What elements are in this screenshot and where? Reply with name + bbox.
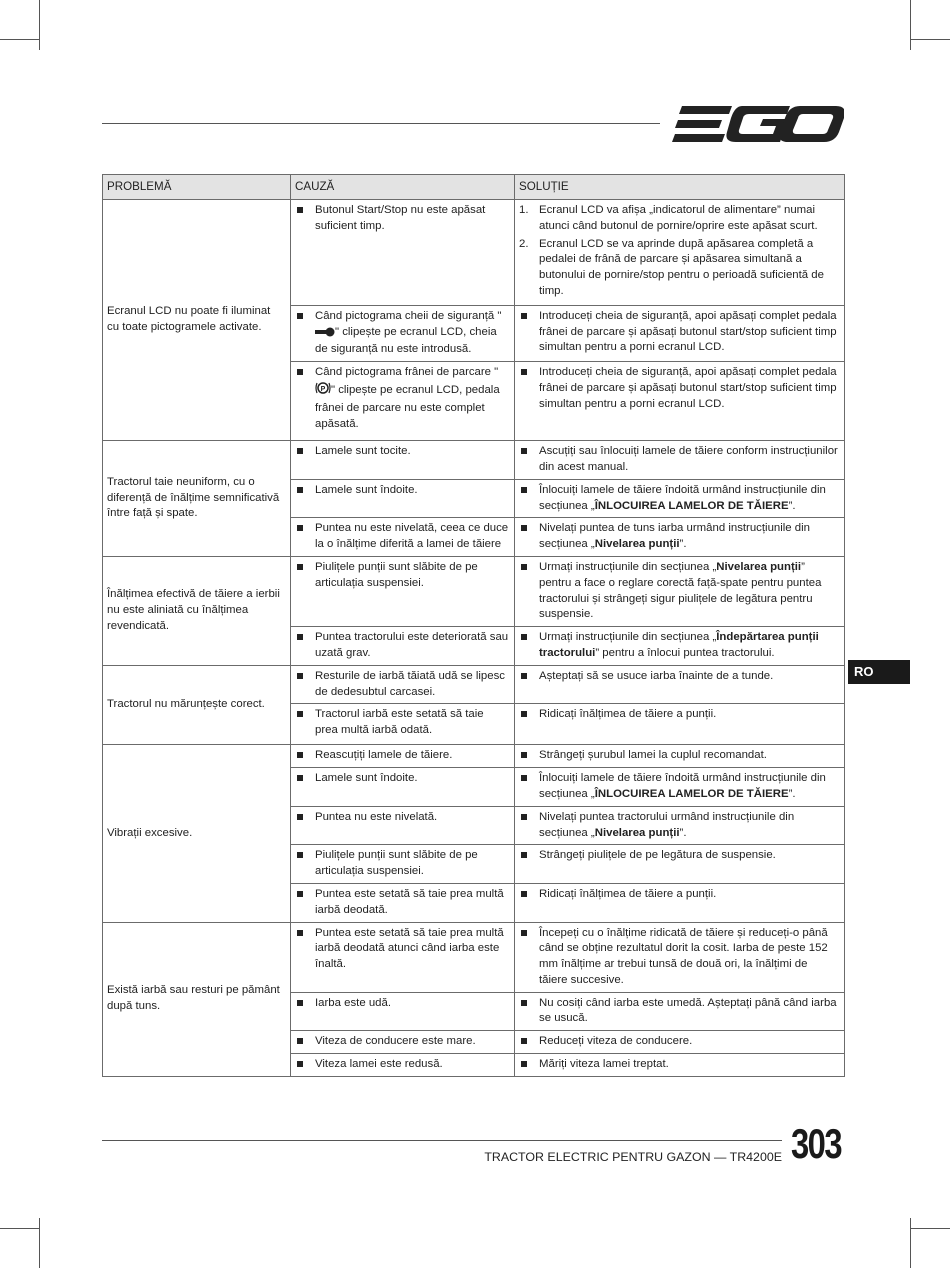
cause-text: Când pictograma cheii de siguranță " (315, 309, 502, 322)
bullet-icon (521, 525, 527, 531)
cause-text: Viteza de conducere este mare. (315, 1035, 476, 1048)
solution-text: ”. (788, 499, 796, 512)
solution-text: Înlocuiți lamele de tăiere îndoită urmând instrucțiunile din secțiunea „ (539, 772, 826, 800)
problem-cell: Înălțimea efectivă de tăiere a ierbii nu este aliniată cu înălțimea revendicată. (103, 556, 291, 665)
solution-text: ”. (679, 826, 687, 839)
bullet-icon (297, 564, 303, 570)
bullet-icon (297, 711, 303, 717)
crop-mark (39, 0, 40, 50)
bullet-icon (297, 673, 303, 679)
step-text: Ecranul LCD se va aprinde după apăsarea completă a pedalei de frână de parcare și apăsarea simultană a butonului de pornire/stop pentru o perioadă suficientă de timp. (539, 237, 824, 297)
solution-cell (515, 806, 845, 845)
bullet-icon (521, 852, 527, 858)
crop-mark (0, 39, 40, 40)
bullet-icon (297, 634, 303, 640)
bullet-icon (297, 1000, 303, 1006)
ego-logo (672, 104, 844, 144)
solution-text: Strângeți șurubul lamei la cuplul recomandat. (539, 749, 767, 762)
solution-text: Ridicați înălțimea de tăiere a punții. (539, 708, 717, 721)
cause-cell (291, 883, 515, 922)
cause-cell (291, 768, 515, 807)
table-row (103, 922, 845, 992)
solution-text: Introduceți cheia de siguranță, apoi apăsați complet pedala frânei de parcare și apăsați butonul start/stop suficient timp simultan pentru a porni ecranul LCD. (539, 309, 837, 354)
troubleshooting-table (102, 174, 845, 1077)
bullet-icon (297, 930, 303, 936)
parking-brake-icon (315, 381, 331, 401)
solution-cell (515, 627, 845, 666)
bullet-icon (297, 448, 303, 454)
solution-bold-text: Nivelarea punții (594, 826, 680, 839)
solution-bold-text: ÎNLOCUIREA LAMELOR DE TĂIERE (594, 787, 789, 800)
cause-text: Puntea tractorului este deteriorată sau uzată grav. (315, 631, 509, 659)
crop-mark (910, 39, 950, 40)
cause-text: Puntea nu este nivelată, ceea ce duce la o înălțime diferită a lamei de tăiere (315, 522, 509, 551)
bullet-icon (521, 1061, 527, 1067)
cause-text: Tractorul iarbă este setată să taie prea multă iarbă odată. (315, 708, 484, 737)
step-number: 2. (519, 237, 529, 250)
solution-cell (515, 883, 845, 922)
solution-text: Strângeți piulițele de pe legătura de suspensie. (539, 849, 776, 862)
solution-bold-text: ÎNLOCUIREA LAMELOR DE TĂIERE (594, 499, 789, 512)
bullet-icon (297, 752, 303, 758)
cause-text: Lamele sunt tocite. (315, 445, 411, 458)
solution-text: ”. (788, 787, 796, 800)
solution-bold-text: Îndepărtarea punții tractorului (539, 631, 819, 659)
solution-cell (515, 305, 845, 361)
solution-cell (515, 704, 845, 745)
solution-text: Începeți cu o înălțime ridicată de tăiere și reduceți-o până când se obține rezultatul dorit la cosit. Iarba de peste 152 mm înălțime ar trebui tunsă de două ori, la înălțimi de tăiere succesive. (539, 926, 828, 986)
solution-text: Nivelați puntea de tuns iarba urmând instrucțiunile din secțiunea „ (539, 522, 811, 551)
solution-bold-text: Nivelarea punții (716, 560, 802, 573)
cause-cell (291, 305, 515, 361)
cause-cell (291, 806, 515, 845)
solution-cell (515, 441, 845, 480)
solution-text: Înlocuiți lamele de tăiere îndoită urmând instrucțiunile din secțiunea „ (539, 483, 826, 512)
solution-text: Măriți viteza lamei treptat. (539, 1058, 669, 1071)
solution-cell (515, 200, 845, 306)
solution-text: Ascuțiți sau înlocuiți lamele de tăiere conform instrucțiunilor din acest manual. (539, 445, 838, 473)
table-row (103, 745, 845, 768)
solution-text: Ridicați înălțimea de tăiere a punții. (539, 887, 717, 900)
cause-text: Iarba este udă. (315, 996, 391, 1009)
cause-cell (291, 518, 515, 557)
cause-text: Puntea este setată să taie prea multă iarbă deodată atunci când iarba este înaltă. (315, 926, 504, 971)
solution-text: ” pentru a înlocui puntea tractorului. (595, 646, 775, 659)
solution-text: ”. (679, 538, 687, 551)
svg-text:P: P (320, 385, 326, 393)
cause-cell (291, 845, 515, 884)
solution-text: Așteptați să se usuce iarba înainte de a tunde. (539, 669, 774, 682)
solution-cell (515, 745, 845, 768)
solution-cell (515, 479, 845, 518)
cause-text: Reascuțiți lamele de tăiere. (315, 749, 453, 762)
solution-text: Nivelați puntea tractorului urmând instrucțiunile din secțiunea „ (539, 810, 795, 839)
bullet-icon (521, 1000, 527, 1006)
cause-text: Puntea nu este nivelată. (315, 810, 438, 823)
cause-cell (291, 627, 515, 666)
cause-cell (291, 556, 515, 626)
cause-text: " clipește pe ecranul LCD, cheia de siguranță nu este introdusă. (315, 325, 497, 356)
cause-text: Resturile de iarbă tăiată udă se lipesc de dedesubtul carcasei. (315, 669, 505, 698)
solution-text: Introduceți cheia de siguranță, apoi apăsați complet pedala frânei de parcare și apăsați butonul start/stop suficient timp simultan pentru a porni ecranul LCD. (539, 366, 837, 410)
solution-cell (515, 556, 845, 626)
cause-cell (291, 441, 515, 480)
cause-cell (291, 1031, 515, 1054)
crop-mark (0, 1228, 40, 1229)
footer-rule (102, 1140, 782, 1141)
ego-logo-mark (672, 104, 844, 144)
cause-cell (291, 745, 515, 768)
solution-step (519, 203, 839, 235)
cause-text: " clipește pe ecranul LCD, pedala frânei de parcare nu este complet apăsată. (315, 383, 500, 430)
bullet-icon (521, 891, 527, 897)
table-row (103, 665, 845, 704)
problem-cell: Ecranul LCD nu poate fi iluminat cu toate pictogramele activate. (103, 200, 291, 441)
solution-bold-text: Nivelarea punții (594, 538, 680, 551)
solution-text: Urmați instrucțiunile din secțiunea „ (539, 560, 717, 573)
bullet-icon (521, 1038, 527, 1044)
bullet-icon (297, 1038, 303, 1044)
table-row (103, 441, 845, 480)
bullet-icon (521, 634, 527, 640)
cause-text: Lamele sunt îndoite. (315, 772, 418, 785)
table-row (103, 556, 845, 626)
page-number: 303 (791, 1120, 841, 1167)
header-problem: PROBLEMĂ (103, 175, 291, 200)
solution-cell (515, 845, 845, 884)
safety-key-icon (315, 327, 335, 343)
bullet-icon (521, 814, 527, 820)
bullet-icon (297, 775, 303, 781)
solution-cell (515, 665, 845, 704)
solution-step (519, 237, 839, 300)
bullet-icon (521, 930, 527, 936)
problem-cell: Tractorul nu mărunțește corect. (103, 665, 291, 745)
footer-title: TRACTOR ELECTRIC PENTRU GAZON — TR4200E (484, 1150, 782, 1164)
cause-text: Puntea este setată să taie prea multă iarbă deodată. (315, 887, 504, 916)
cause-text: Piulițele punții sunt slăbite de pe articulația suspensiei. (315, 849, 478, 878)
crop-mark (910, 1228, 950, 1229)
bullet-icon (521, 369, 527, 375)
step-text: Ecranul LCD va afișa „indicatorul de alimentare” numai atunci când butonul de pornire/oprire este apăsat scurt. (539, 204, 818, 232)
bullet-icon (521, 673, 527, 679)
bullet-icon (521, 487, 527, 493)
header-cause: CAUZĂ (291, 175, 515, 200)
bullet-icon (297, 891, 303, 897)
solution-text: ” pentru a face o reglare corectă față-spate pentru puntea tractorului și strângeți sigur piulițele de legătura pentru suspensie. (539, 560, 822, 621)
step-number: 1. (519, 204, 529, 216)
crop-mark (910, 0, 911, 50)
crop-mark (39, 1218, 40, 1268)
bullet-icon (521, 752, 527, 758)
problem-cell: Vibrații excesive. (103, 745, 291, 922)
header-solution: SOLUȚIE (515, 175, 845, 200)
problem-cell: Tractorul taie neuniform, cu o diferență de înălțime semnificativă între față și spate. (103, 441, 291, 557)
bullet-icon (297, 852, 303, 858)
bullet-icon (297, 207, 303, 213)
bullet-icon (521, 448, 527, 454)
bullet-icon (297, 814, 303, 820)
cause-cell (291, 200, 515, 306)
bullet-icon (297, 487, 303, 493)
language-tab: RO (848, 660, 910, 684)
cause-cell (291, 1054, 515, 1077)
cause-text: Când pictograma frânei de parcare " (315, 366, 499, 379)
bullet-icon (521, 564, 527, 570)
problem-cell: Există iarbă sau resturi pe pământ după tuns. (103, 922, 291, 1076)
cause-text: Piulițele punții sunt slăbite de pe articulația suspensiei. (315, 560, 478, 589)
solution-text: Urmați instrucțiunile din secțiunea „ (539, 631, 717, 644)
cause-text: Lamele sunt îndoite. (315, 483, 418, 496)
bullet-icon (521, 711, 527, 717)
cause-cell (291, 704, 515, 745)
cause-cell (291, 665, 515, 704)
solution-cell (515, 992, 845, 1031)
solution-cell (515, 1054, 845, 1077)
table-row (103, 200, 845, 306)
cause-cell (291, 479, 515, 518)
solution-cell (515, 922, 845, 992)
crop-mark (910, 1218, 911, 1268)
cause-cell (291, 362, 515, 441)
bullet-icon (297, 313, 303, 319)
solution-text: Nu cosiți când iarba este umedă. Așteptați până când iarba se usucă. (539, 996, 837, 1025)
solution-text: Reduceți viteza de conducere. (539, 1035, 693, 1048)
bullet-icon (297, 525, 303, 531)
cause-cell (291, 992, 515, 1031)
cause-cell (291, 922, 515, 992)
solution-cell (515, 1031, 845, 1054)
solution-cell (515, 518, 845, 557)
table-header-row (103, 175, 845, 200)
cause-text: Butonul Start/Stop nu este apăsat suficient timp. (315, 204, 486, 232)
bullet-icon (297, 1061, 303, 1067)
bullet-icon (297, 369, 303, 375)
cause-text: Viteza lamei este redusă. (315, 1058, 443, 1071)
bullet-icon (521, 313, 527, 319)
header-rule (102, 123, 660, 124)
solution-cell (515, 768, 845, 807)
solution-cell (515, 362, 845, 441)
bullet-icon (521, 775, 527, 781)
